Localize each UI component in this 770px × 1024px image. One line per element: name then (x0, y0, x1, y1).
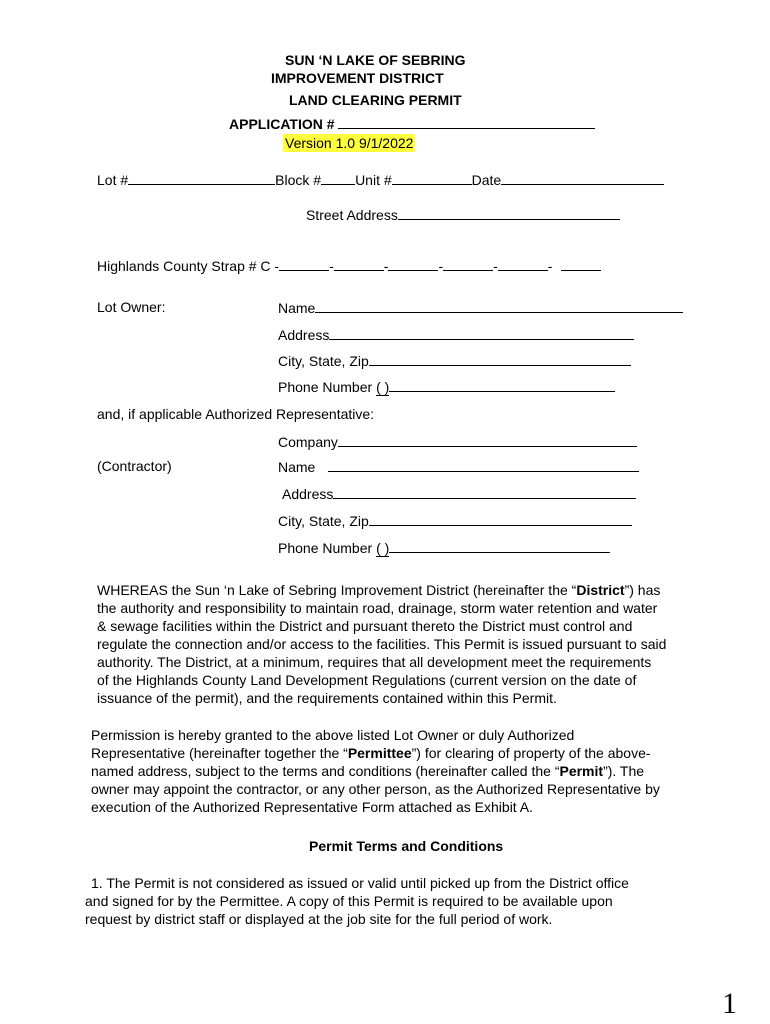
page-number: 1 (722, 987, 737, 1020)
strap-field-5[interactable] (498, 256, 548, 271)
owner-address-label: Address (278, 327, 330, 343)
strap-dash: - (438, 258, 444, 274)
owner-city-label: City, State, Zip (278, 353, 369, 369)
owner-city-field[interactable] (369, 351, 631, 366)
whereas-line: regulate the connection and/or access to the facilities. This Permit is issued pursuant to said (97, 636, 667, 652)
owner-phone-label: Phone Number (278, 379, 373, 395)
strap-dash: - (383, 258, 389, 274)
rep-phone-field[interactable] (389, 538, 610, 553)
owner-name-field[interactable] (315, 298, 683, 313)
rep-city-label: City, State, Zip (278, 513, 369, 529)
application-number-row (229, 114, 595, 133)
version-label: Version 1.0 9/1/2022 (285, 135, 414, 151)
terms-item-1 (85, 874, 629, 928)
whereas-text: ”) has (624, 582, 661, 598)
strap-field-1[interactable] (279, 256, 329, 271)
rep-company-label: Company (278, 434, 338, 450)
terms-heading: Permit Terms and Conditions (309, 838, 504, 854)
permission-line: owner may appoint the contractor, or any other person, as the Authorized Representative by (91, 781, 660, 797)
permittee-term: Permittee (347, 745, 412, 761)
strap-dash: - (493, 258, 498, 274)
lot-field[interactable] (128, 170, 275, 185)
permit-term: Permit (559, 763, 604, 779)
date-label: Date (471, 172, 502, 188)
owner-address-field[interactable] (329, 325, 634, 340)
rep-company-row (278, 432, 637, 451)
terms-line: request by district staff or displayed at the job site for the full period of work. (85, 911, 553, 927)
application-number-label: APPLICATION # (229, 116, 335, 132)
strap-row (97, 256, 601, 275)
rep-address-row (282, 484, 636, 503)
rep-phone-row (278, 538, 610, 557)
owner-phone-field[interactable] (389, 377, 615, 392)
street-address-label: Street Address (306, 207, 398, 223)
rep-city-row (278, 511, 632, 530)
terms-line: 1. The Permit is not considered as issued or valid until picked up from the District office (91, 875, 629, 891)
document-title: LAND CLEARING PERMIT (289, 92, 462, 108)
rep-name-label: Name (278, 459, 316, 475)
terms-line: and signed for by the Permittee. A copy of this Permit is required to be available upon (85, 893, 613, 909)
owner-phone-area-code[interactable]: ( ) (376, 379, 390, 395)
permission-line: execution of the Authorized Representative Form attached as Exhibit A. (91, 799, 534, 815)
owner-name-row (278, 298, 683, 317)
strap-dash: - (329, 258, 334, 274)
permission-paragraph (91, 726, 660, 816)
unit-label: Unit # (355, 172, 392, 188)
street-address-field[interactable] (398, 205, 620, 220)
strap-label: Highlands County Strap # C - (97, 258, 280, 274)
date-field[interactable] (501, 170, 664, 185)
contractor-label: (Contractor) (97, 458, 172, 474)
owner-city-row (278, 351, 631, 370)
strap-field-4[interactable] (443, 256, 493, 271)
permission-text: ”). The (603, 763, 645, 779)
rep-company-field[interactable] (338, 432, 637, 447)
rep-address-field[interactable] (333, 484, 636, 499)
whereas-line: & sewage facilities within the District and pursuant thereto the District must control and (97, 618, 633, 634)
strap-field-3[interactable] (388, 256, 438, 271)
owner-phone-row (278, 377, 615, 396)
whereas-line: issuance of the permit), and the requirements contained within this Permit. (97, 690, 557, 706)
block-label: Block # (275, 172, 322, 188)
district-term: District (576, 582, 625, 598)
whereas-line: of the Highlands County Land Development Regulations (current version on the date of (97, 672, 637, 688)
rep-city-field[interactable] (369, 511, 632, 526)
lot-info-row (97, 170, 664, 189)
lot-owner-label: Lot Owner: (97, 299, 166, 315)
district-name-line1: SUN ‘N LAKE OF SEBRING (285, 52, 466, 68)
unit-field[interactable] (392, 170, 472, 185)
authorized-rep-intro: and, if applicable Authorized Representative: (97, 406, 375, 422)
rep-name-field[interactable] (328, 457, 639, 472)
rep-name-row (278, 457, 639, 476)
whereas-line: authority. The District, at a minimum, requires that all development meet the requirements (97, 654, 652, 670)
permission-text: ”) for clearing of property of the above- (411, 745, 651, 761)
strap-dash: - (547, 258, 553, 274)
rep-phone-label: Phone Number (278, 540, 373, 556)
permission-text: named address, subject to the terms and conditions (hereinafter called the “ (91, 763, 560, 779)
strap-field-6[interactable] (561, 256, 601, 271)
application-number-field[interactable] (338, 114, 595, 129)
strap-field-2[interactable] (334, 256, 384, 271)
whereas-line: the authority and responsibility to maintain road, drainage, storm water retention and water (97, 600, 658, 616)
district-name-line2: IMPROVEMENT DISTRICT (271, 70, 444, 86)
permission-line: Permission is hereby granted to the above listed Lot Owner or duly Authorized (91, 727, 575, 743)
permission-text: Representative (hereinafter together the “ (91, 745, 348, 761)
whereas-text: WHEREAS the Sun ‘n Lake of Sebring Improvement District (hereinafter the “ (97, 582, 577, 598)
owner-name-label: Name (278, 300, 316, 316)
rep-address-label: Address (282, 486, 334, 502)
street-address-row (306, 205, 620, 224)
block-field[interactable] (321, 170, 355, 185)
whereas-paragraph (97, 581, 666, 707)
owner-address-row (278, 325, 634, 344)
rep-phone-area-code[interactable]: ( ) (376, 540, 390, 556)
lot-label: Lot # (97, 172, 129, 188)
